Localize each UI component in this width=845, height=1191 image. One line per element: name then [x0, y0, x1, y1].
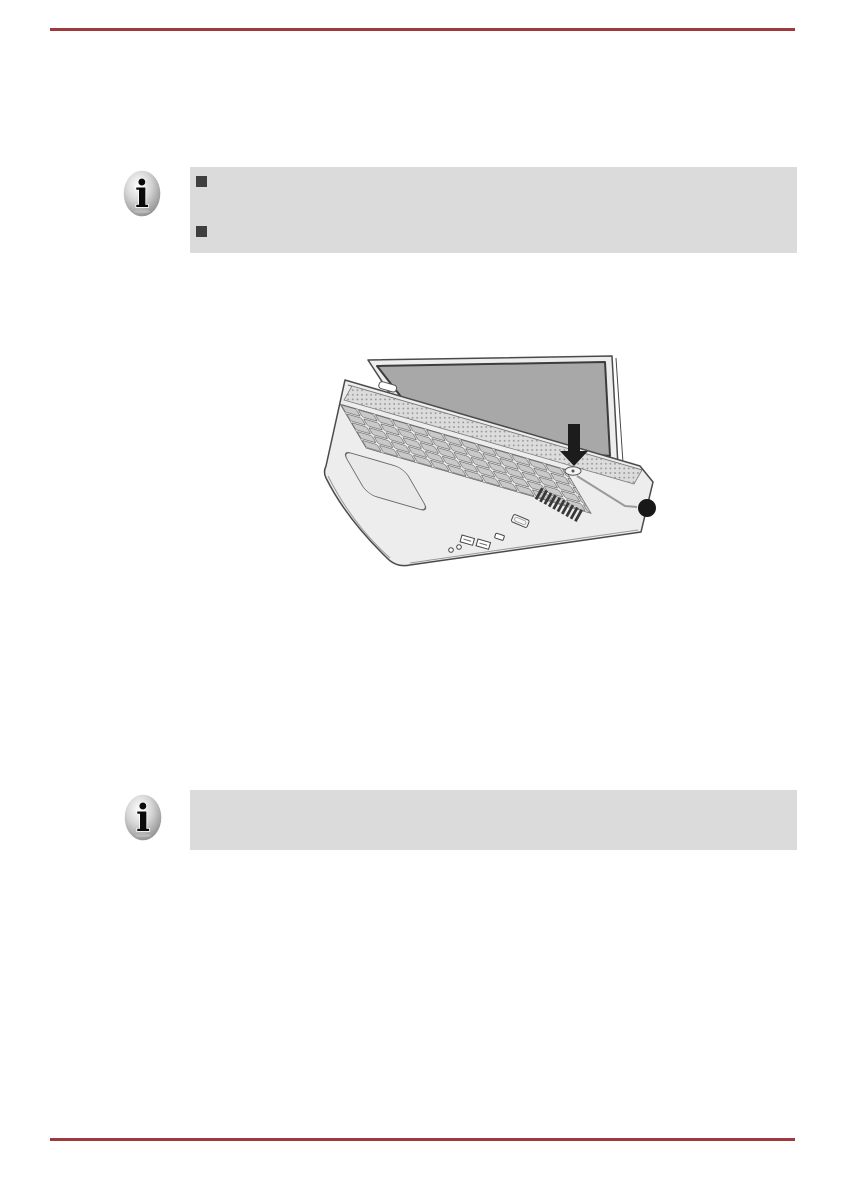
- note-bullet-icon: [196, 176, 207, 187]
- bottom-horizontal-rule: [50, 1138, 795, 1141]
- callout-marker: [638, 499, 656, 517]
- info-icon: [123, 170, 161, 217]
- audio-jack: [457, 545, 462, 550]
- note-box-1: [190, 167, 797, 253]
- info-icon-glyph: i: [134, 172, 150, 216]
- note-box-2: [190, 790, 797, 850]
- note-bullet-icon: [196, 226, 207, 237]
- laptop-illustration: [310, 352, 666, 570]
- top-horizontal-rule: [50, 28, 795, 31]
- info-icon: [124, 794, 162, 841]
- audio-jack: [449, 548, 454, 553]
- info-icon-glyph: i: [135, 796, 151, 840]
